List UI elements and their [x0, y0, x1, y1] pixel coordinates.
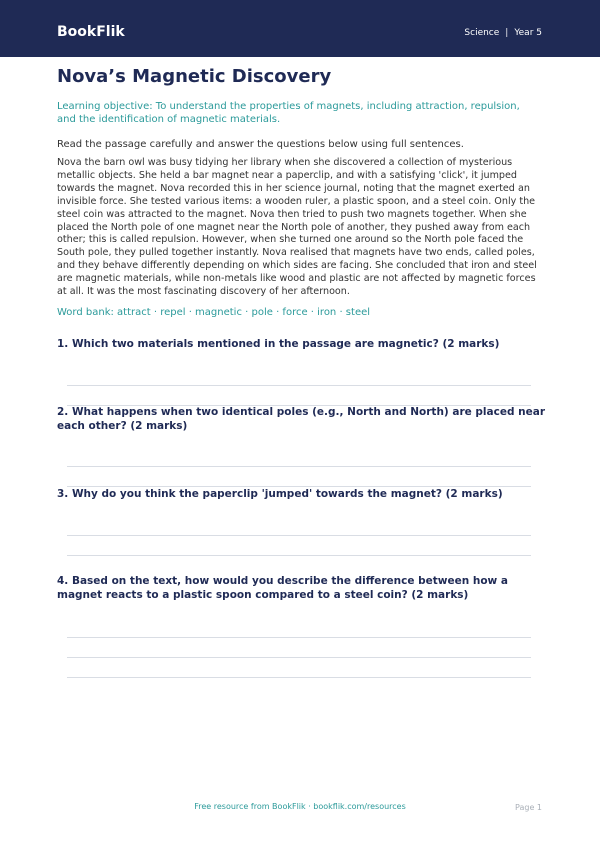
- question-4: 4. Based on the text, how would you describe the difference between how a magnet reacts to a plastic spoon compared to a steel coin? (2 marks): [57, 575, 508, 601]
- learning-objective: Learning objective: To understand the properties of magnets, including attraction, repulsion, and the identification of magnetic materials.: [57, 101, 520, 125]
- answer-line-q3-1[interactable]: [67, 535, 531, 536]
- answer-line-q1-1[interactable]: [67, 385, 531, 386]
- question-1: 1. Which two materials mentioned in the passage are magnetic? (2 marks): [57, 338, 500, 350]
- footer-credit: Free resource from BookFlik · bookflik.com/resources: [194, 802, 406, 811]
- page-number: Page 1: [515, 803, 542, 812]
- subject-label: Science: [464, 28, 500, 38]
- question-3: 3. Why do you think the paperclip 'jumped' towards the magnet? (2 marks): [57, 488, 503, 500]
- answer-line-q2-1[interactable]: [67, 466, 531, 467]
- header-bar: [0, 0, 600, 57]
- answer-line-q3-2[interactable]: [67, 555, 531, 556]
- question-2: 2. What happens when two identical poles (e.g., North and North) are placed near each other? (2 marks): [57, 406, 545, 432]
- word-bank: Word bank: attract · repel · magnetic · pole · force · iron · steel: [57, 307, 371, 318]
- instructions-text: Read the passage carefully and answer the questions below using full sentences.: [57, 139, 464, 150]
- answer-line-q4-1[interactable]: [67, 637, 531, 638]
- worksheet-title: Nova’s Magnetic Discovery: [57, 66, 332, 87]
- reading-passage: Nova the barn owl was busy tidying her library when she discovered a collection of mysterious metallic objects. She held a bar magnet near a paperclip, and with a satisfying 'click', it jumped towards the magnet. Nova recorded this in her science journal, noting that the magnet exerted an invisible force. She tested various items: a wooden ruler, a plastic spoon, and a steel coin. Only the steel coin was attracted to the magnet. Nova then tried to push two magnets together. When she placed the North pole of one magnet near the North pole of another, they pushed away from each other; this is called repulsion. However, when she turned one around so the North pole faced the South pole, they pulled together instantly. Nova realised that magnets have two ends, called poles, and they behave differently depending on which sides are facing. She concluded that iron and steel are magnetic materials, while non-metals like wood and plastic are not affected by magnetic forces at all. It was the most fascinating discovery of her afternoon.: [57, 157, 537, 298]
- answer-line-q4-3[interactable]: [67, 677, 531, 678]
- meta-separator: |: [505, 28, 509, 38]
- year-label: Year 5: [514, 28, 542, 38]
- brand-logo-text: BookFlik: [57, 24, 125, 40]
- subject-year-label: [464, 27, 542, 39]
- answer-line-q4-2[interactable]: [67, 657, 531, 658]
